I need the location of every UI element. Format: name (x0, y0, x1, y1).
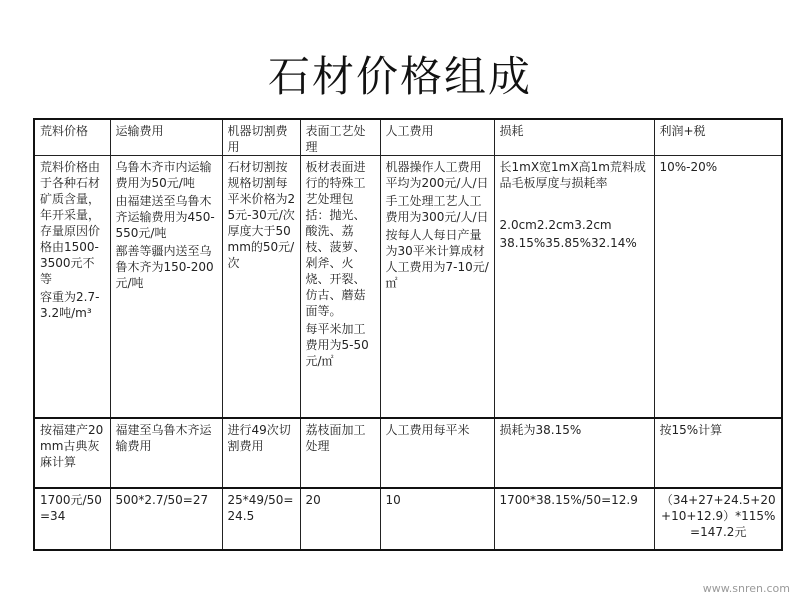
transport-local: 乌鲁木齐市内运输费用为50元/吨 (115, 160, 212, 190)
example-transport: 福建至乌鲁木齐运输费用 (110, 418, 222, 488)
example-loss: 损耗为38.15% (494, 418, 654, 488)
calc-rough-price: 1700元/50=34 (34, 488, 110, 550)
detail-surface (300, 156, 380, 418)
detail-loss (494, 156, 654, 418)
transport-fujian: 由福建送至乌鲁木齐运输费用为450-550元/吨 (115, 194, 215, 240)
calc-surface: 20 (300, 488, 380, 550)
loss-thickness: 2.0cm2.2cm3.2cm (499, 218, 612, 232)
loss-heading: 长1mX宽1mX高1m荒料成品毛板厚度与损耗率 (499, 160, 646, 190)
calc-labor: 10 (380, 488, 494, 550)
example-labor: 人工费用每平米 (380, 418, 494, 488)
rough-price-text: 荒料价格由于各种石材矿质含量，年开采量，存量原因价格由1500-3500元不等 (40, 160, 101, 286)
watermark: www.snren.com (702, 582, 790, 595)
machine-cut-text: 石材切割按规格切割每平米价格为25元-30元/次厚度大于50mm的50元/次 (227, 160, 296, 270)
detail-machine-cut (222, 156, 300, 418)
surface-cost: 每平米加工费用为5-50元/㎡ (305, 322, 369, 368)
detail-row (34, 156, 782, 418)
header-row (34, 119, 782, 156)
labor-per-m2: 按每人人每日产量为30平米计算成材人工费用为7-10元/㎡ (385, 228, 489, 290)
calc-loss: 1700*38.15%/50=12.9 (494, 488, 654, 550)
detail-profit (654, 156, 782, 418)
header-loss: 损耗 (494, 119, 654, 156)
header-transport: 运输费用 (110, 119, 222, 156)
calc-total: （34+27+24.5+20+10+12.9）*115%=147.2元 (654, 488, 782, 550)
labor-machine: 机器操作人工费用平均为200元/人/日 (385, 160, 489, 190)
surface-types: 板材表面进行的特殊工艺处理包括：抛光、酸洗、荔枝、菠萝、剁斧、火烧、开裂、仿古、蘑菇面等。 (305, 160, 366, 318)
header-machine-cut: 机器切割费用 (222, 119, 300, 156)
labor-manual: 手工处理工艺人工费用为300元/人/日 (385, 194, 489, 224)
detail-labor (380, 156, 494, 418)
header-surface: 表面工艺处理 (300, 119, 380, 156)
calc-row (34, 488, 782, 550)
header-labor: 人工费用 (380, 119, 494, 156)
density-text: 容重为2.7-3.2吨/m³ (40, 290, 100, 320)
loss-rates: 38.15%35.85%32.14% (499, 236, 637, 250)
detail-rough-price (34, 156, 110, 418)
slide-title: 石材价格组成 (267, 52, 532, 101)
header-profit: 利润+税 (654, 119, 782, 156)
example-profit: 按15%计算 (654, 418, 782, 488)
price-composition-table (33, 118, 783, 551)
example-surface: 荔枝面加工处理 (300, 418, 380, 488)
detail-transport (110, 156, 222, 418)
example-machine-cut: 进行49次切割费用 (222, 418, 300, 488)
calc-transport: 500*2.7/50=27 (110, 488, 222, 550)
profit-range: 10%-20% (659, 160, 718, 174)
transport-shanshan: 鄯善等疆内送至乌鲁木齐为150-200元/吨 (115, 244, 214, 290)
header-rough-price: 荒料价格 (34, 119, 110, 156)
calc-machine-cut: 25*49/50=24.5 (222, 488, 300, 550)
example-rough-price: 按福建产20mm古典灰麻计算 (34, 418, 110, 488)
example-row (34, 418, 782, 488)
